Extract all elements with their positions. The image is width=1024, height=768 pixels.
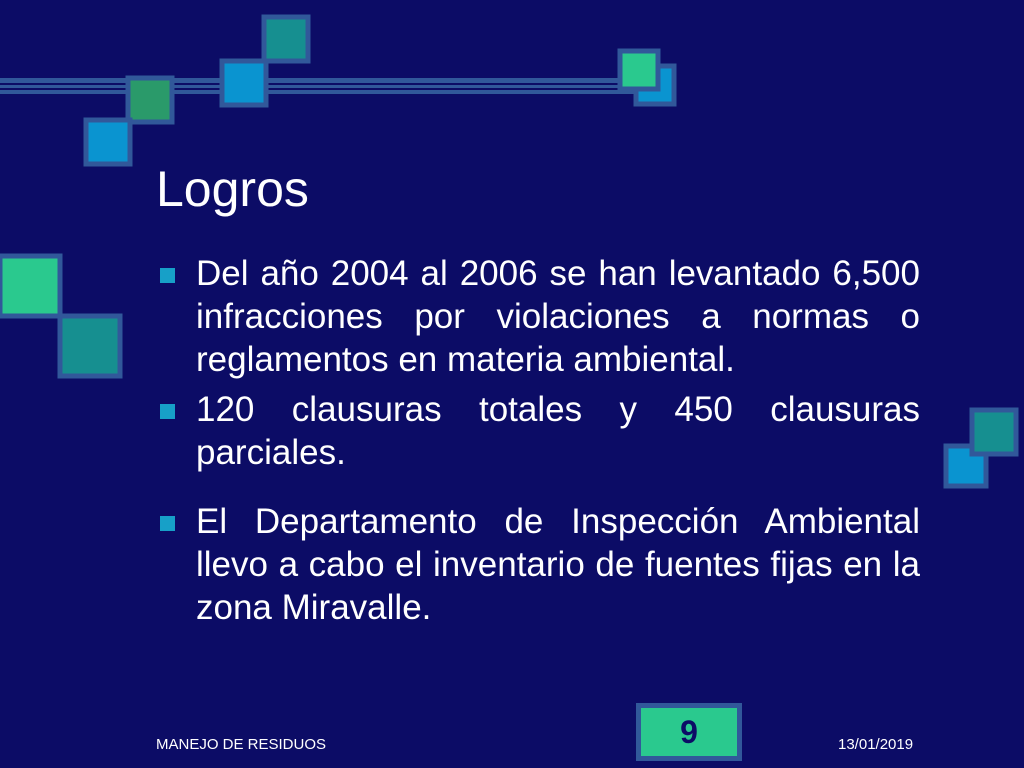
slide-title: Logros <box>156 161 309 217</box>
bullet-list <box>158 252 920 629</box>
square-bullet-icon <box>160 404 175 419</box>
square-bullet-icon <box>160 516 175 531</box>
left-squares <box>0 256 120 376</box>
page-number-box <box>636 703 742 761</box>
footer-date: 13/01/2019 <box>838 736 914 753</box>
decoration-lines <box>0 78 675 94</box>
right-squares <box>946 410 1016 486</box>
bullet-item <box>158 388 920 474</box>
bullet-text: El Departamento de Inspección Ambiental llevo a cabo el inventario de fuentes fijas en la zona Miravalle. <box>196 502 920 627</box>
bullet-item <box>158 500 920 629</box>
page-number: 9 <box>680 713 698 750</box>
bullet-item <box>158 252 920 381</box>
footer-title: MANEJO DE RESIDUOS <box>156 736 327 753</box>
bullet-text: Del año 2004 al 2006 se han levantado 6,500 infracciones por violaciones a normas o reglamentos en materia ambiental. <box>196 254 920 379</box>
bullet-text: 120 clausuras totales y 450 clausuras parciales. <box>196 390 920 472</box>
square-bullet-icon <box>160 268 175 283</box>
